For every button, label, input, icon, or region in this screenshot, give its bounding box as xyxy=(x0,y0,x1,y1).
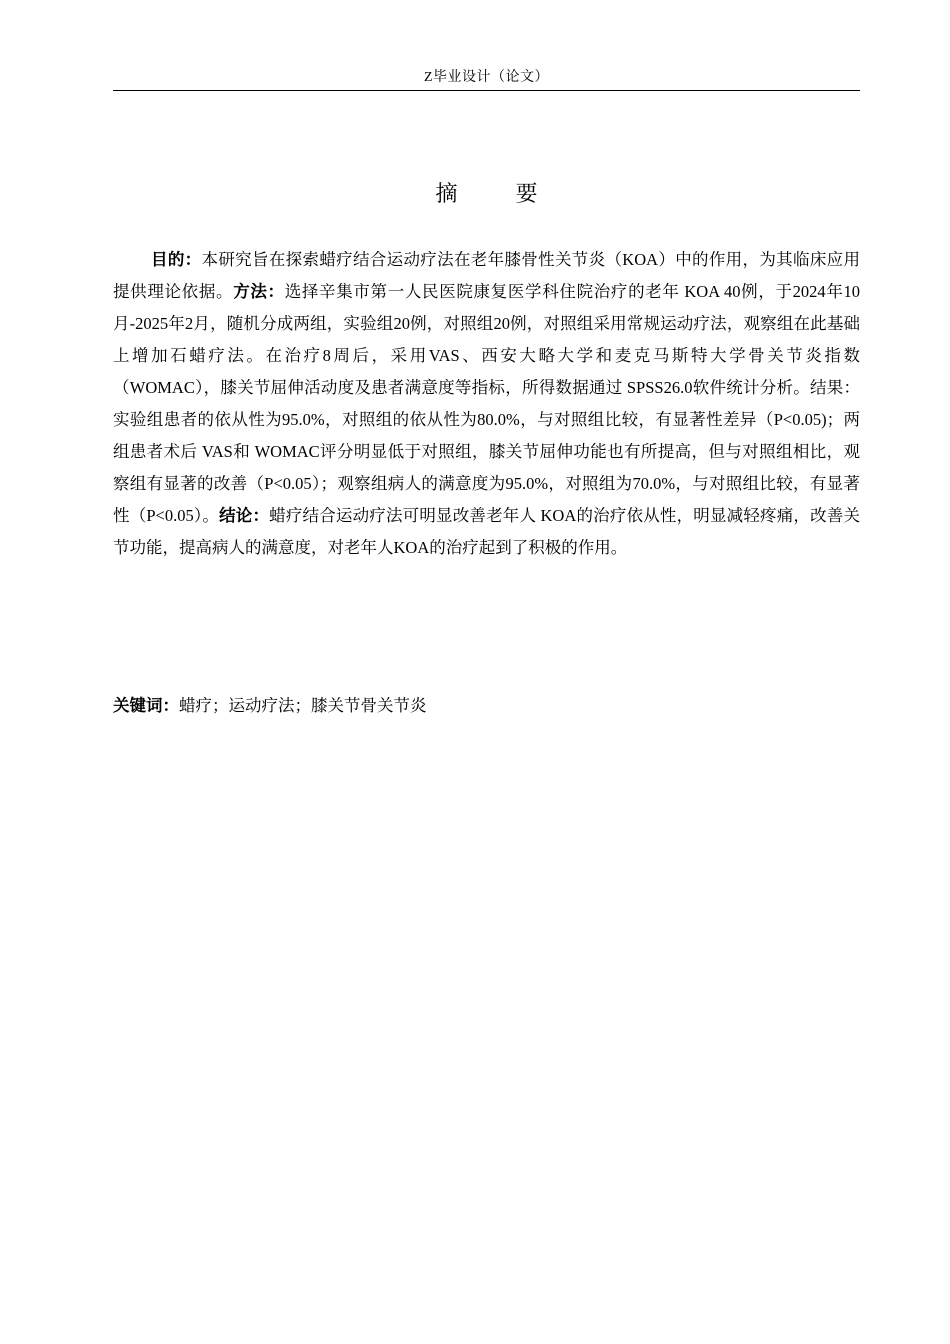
keywords-line xyxy=(113,690,860,722)
conclusion-label: 结论： xyxy=(219,506,270,525)
purpose-label: 目的： xyxy=(151,250,202,269)
running-header: Z毕业设计（论文） xyxy=(423,70,550,85)
keywords-label: 关键词： xyxy=(113,696,179,715)
keywords-text: 蜡疗；运动疗法；膝关节骨关节炎 xyxy=(179,696,427,715)
header-rule xyxy=(113,90,860,91)
abstract-paragraph xyxy=(113,244,860,564)
method-text: 选择辛集市第一人民医院康复医学科住院治疗的老年 KOA 40例，于2024年10月-2025年2月，随机分成两组，实验组20例，对照组20例，对照组采用常规运动疗法，观察组在此基础上增加石蜡疗法。在治疗8周后，采用VAS、西安大略大学和麦克马斯特大学骨关节炎指数（WOMAC），膝关节屈伸活动度及患者满意度等指标，所得数据通过 SPSS26.0软件统计分析。结果：实验组患者的依从性为95.0%，对照组的依从性为80.0%，与对照组比较，有显著性差异（P<0.05)；两组患者术后 VAS和 WOMAC评分明显低于对照组，膝关节屈伸功能也有所提高，但与对照组相比，观察组有显著的改善（P<0.05）；观察组病人的满意度为95.0%，对照组为70.0%，与对照组比较，有显著性（P<0.05）。 xyxy=(113,282,861,525)
method-label: 方法： xyxy=(233,282,285,301)
abstract-heading: 摘 要 xyxy=(435,181,556,206)
purpose-text: 本研究旨在探索蜡疗结合运动疗法在老年膝骨性关节炎（KOA）中的作用，为其临床应用提供理论依据。 xyxy=(113,250,861,301)
conclusion-text: 蜡疗结合运动疗法可明显改善老年人 KOA的治疗依从性，明显减轻疼痛，改善关节功能，提高病人的满意度，对老年人KOA的治疗起到了积极的作用。 xyxy=(113,506,861,557)
